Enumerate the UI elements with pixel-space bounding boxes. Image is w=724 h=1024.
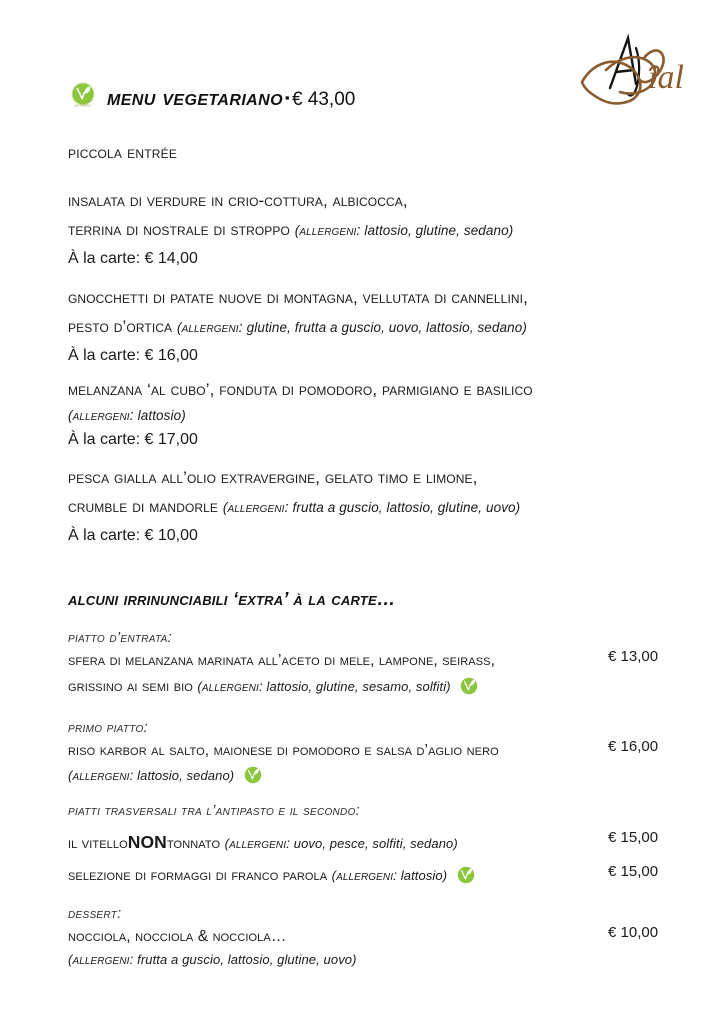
allergens-list: glutine, frutta a guscio, uovo, lattosio, sedano bbox=[246, 320, 523, 335]
extras-group bbox=[68, 803, 686, 895]
extras-group-label: primo piatto: bbox=[68, 720, 148, 736]
allergens-label: allergeni: bbox=[181, 320, 243, 336]
extras-item-line1: nocciola, nocciola & nocciola… bbox=[68, 928, 287, 945]
menu-title-text: menu vegetariano bbox=[107, 84, 283, 110]
entree-label: piccola entrée bbox=[68, 142, 178, 162]
extras-group-label: piatti trasversali tra l’antipasto e il secondo: bbox=[68, 803, 360, 819]
vegetarian-leaf-badge-icon bbox=[455, 873, 477, 890]
allergens: (allergeni: lattosio, sedano) bbox=[68, 768, 235, 783]
restaurant-logo bbox=[558, 14, 698, 126]
extras-item-line2 bbox=[68, 764, 592, 793]
allergens-label: allergeni: bbox=[201, 679, 263, 694]
extras-item-line1 bbox=[68, 829, 592, 857]
extras-item-price: € 16,00 bbox=[608, 738, 659, 755]
allergens-label: allergeni: bbox=[72, 768, 134, 783]
extras-row-text bbox=[68, 863, 592, 895]
extras-item-line1: sfera di melanzana marinata all’aceto di mele, lampone, seirass, bbox=[68, 652, 496, 669]
extras-group bbox=[68, 906, 686, 970]
allergens: (allergeni: uovo, pesce, solfiti, sedano) bbox=[224, 836, 458, 851]
allergens-label: allergeni: bbox=[227, 500, 289, 516]
alacarte-price: À la carte: € 14,00 bbox=[68, 250, 198, 267]
extras-item-name-emphasis: NON bbox=[127, 832, 167, 852]
dish-name-line2-text: crumble di mandorle bbox=[68, 497, 219, 516]
allergens-label: allergeni: bbox=[72, 952, 134, 967]
allergens: (allergeni: lattosio, glutine, sedano) bbox=[294, 223, 514, 239]
extras-item-line1 bbox=[68, 863, 592, 895]
dish-name-line2 bbox=[68, 404, 686, 427]
menu-price: € 43,00 bbox=[291, 88, 356, 110]
allergens: (allergeni: glutine, frutta a guscio, uovo, lattosio, sedano) bbox=[176, 320, 527, 336]
dish-name-line1: gnocchetti di patate nuove di montagna, vellutata di cannellini, bbox=[68, 288, 528, 307]
extras-item-price: € 15,00 bbox=[608, 863, 659, 880]
vegetarian-leaf-badge-icon bbox=[242, 773, 264, 790]
menu-item bbox=[68, 375, 686, 452]
svg-text:ial: ial bbox=[648, 59, 684, 96]
extras-group bbox=[68, 630, 686, 706]
vegetarian-leaf-badge-icon bbox=[458, 684, 480, 701]
extras-item-price: € 10,00 bbox=[608, 924, 659, 941]
extras-item-price: € 15,00 bbox=[608, 829, 659, 846]
dish-name-line2 bbox=[68, 312, 686, 343]
vegetarian-leaf-badge-icon bbox=[68, 80, 98, 115]
page-title bbox=[107, 85, 355, 111]
allergens-label: allergeni: bbox=[299, 223, 361, 239]
extras-item-line2 bbox=[68, 950, 592, 970]
allergens-list: lattosio bbox=[400, 868, 443, 883]
extras-item-price: € 13,00 bbox=[608, 648, 659, 665]
allergens: (allergeni: lattosio) bbox=[68, 408, 186, 424]
extras-row-text bbox=[68, 924, 592, 970]
allergens-list: lattosio, glutine, sedano bbox=[364, 223, 509, 238]
dish-name-line2 bbox=[68, 215, 686, 246]
menu-header bbox=[68, 80, 355, 115]
allergens-list: frutta a guscio, lattosio, glutine, uovo bbox=[292, 500, 516, 515]
allergens-list: lattosio, sedano bbox=[137, 768, 230, 783]
menu-item bbox=[68, 283, 686, 368]
allergens-list: frutta a guscio, lattosio, glutine, uovo bbox=[137, 952, 353, 967]
dish-name-line2-text: pesto d’ortica bbox=[68, 317, 173, 336]
dish-name-line2 bbox=[68, 492, 686, 523]
extras-row bbox=[68, 829, 686, 857]
allergens: (allergeni: frutta a guscio, lattosio, glutine, uovo) bbox=[222, 500, 521, 516]
extras-row-text bbox=[68, 738, 592, 793]
allergens-label: allergeni: bbox=[72, 408, 134, 424]
extras-item-line2-text: grissino ai semi bio bbox=[68, 678, 193, 695]
extras-item-name-a: il vitello bbox=[68, 835, 128, 852]
allergens-list: lattosio, glutine, sesamo, solfiti bbox=[266, 679, 447, 694]
extras-group bbox=[68, 720, 686, 793]
svg-text:VEG FRIENDLY: VEG FRIENDLY bbox=[74, 105, 92, 108]
allergens-label: allergeni: bbox=[336, 868, 398, 883]
alacarte-price: À la carte: € 17,00 bbox=[68, 431, 198, 448]
allergens-label: allergeni: bbox=[229, 836, 291, 851]
menu-item bbox=[68, 186, 686, 271]
title-bullet: ▪ bbox=[284, 89, 290, 105]
extras-row bbox=[68, 738, 686, 793]
allergens: (allergeni: frutta a guscio, lattosio, glutine, uovo) bbox=[68, 952, 357, 967]
extras-row-text bbox=[68, 829, 592, 857]
extras-section-title: alcuni irrinunciabili ‘extra’ à la carte… bbox=[68, 588, 396, 609]
alacarte-price: À la carte: € 16,00 bbox=[68, 347, 198, 364]
alacarte-price: À la carte: € 10,00 bbox=[68, 527, 198, 544]
allergens-list: uovo, pesce, solfiti, sedano bbox=[293, 836, 454, 851]
extras-row bbox=[68, 924, 686, 970]
extras-row bbox=[68, 648, 686, 706]
extras-item-line1: riso karbor al salto, maionese di pomodoro e salsa d’aglio nero bbox=[68, 742, 499, 759]
extras-group-label: dessert: bbox=[68, 906, 122, 922]
extras-row bbox=[68, 863, 686, 895]
extras-item-name-a: selezione di formaggi di franco parola bbox=[68, 867, 328, 884]
menu-item bbox=[68, 463, 686, 548]
dish-name-line1: melanzana ‘al cubo’, fonduta di pomodoro, parmigiano e basilico bbox=[68, 380, 533, 399]
allergens: (allergeni: lattosio) bbox=[331, 868, 448, 883]
extras-group-label: piatto d’entrata: bbox=[68, 630, 172, 646]
dish-name-line1: pesca gialla all’olio extravergine, gelato timo e limone, bbox=[68, 468, 478, 487]
allergens: (allergeni: lattosio, glutine, sesamo, solfiti) bbox=[197, 679, 451, 694]
dish-name-line1: insalata di verdure in crio-cottura, albicocca, bbox=[68, 191, 408, 210]
dish-name-line2-text: terrina di nostrale di stroppo bbox=[68, 220, 290, 239]
extras-item-name-b: tonnato bbox=[166, 835, 221, 852]
allergens-list: lattosio bbox=[137, 408, 182, 423]
extras-row-text bbox=[68, 648, 592, 706]
extras-item-line2 bbox=[68, 674, 592, 706]
